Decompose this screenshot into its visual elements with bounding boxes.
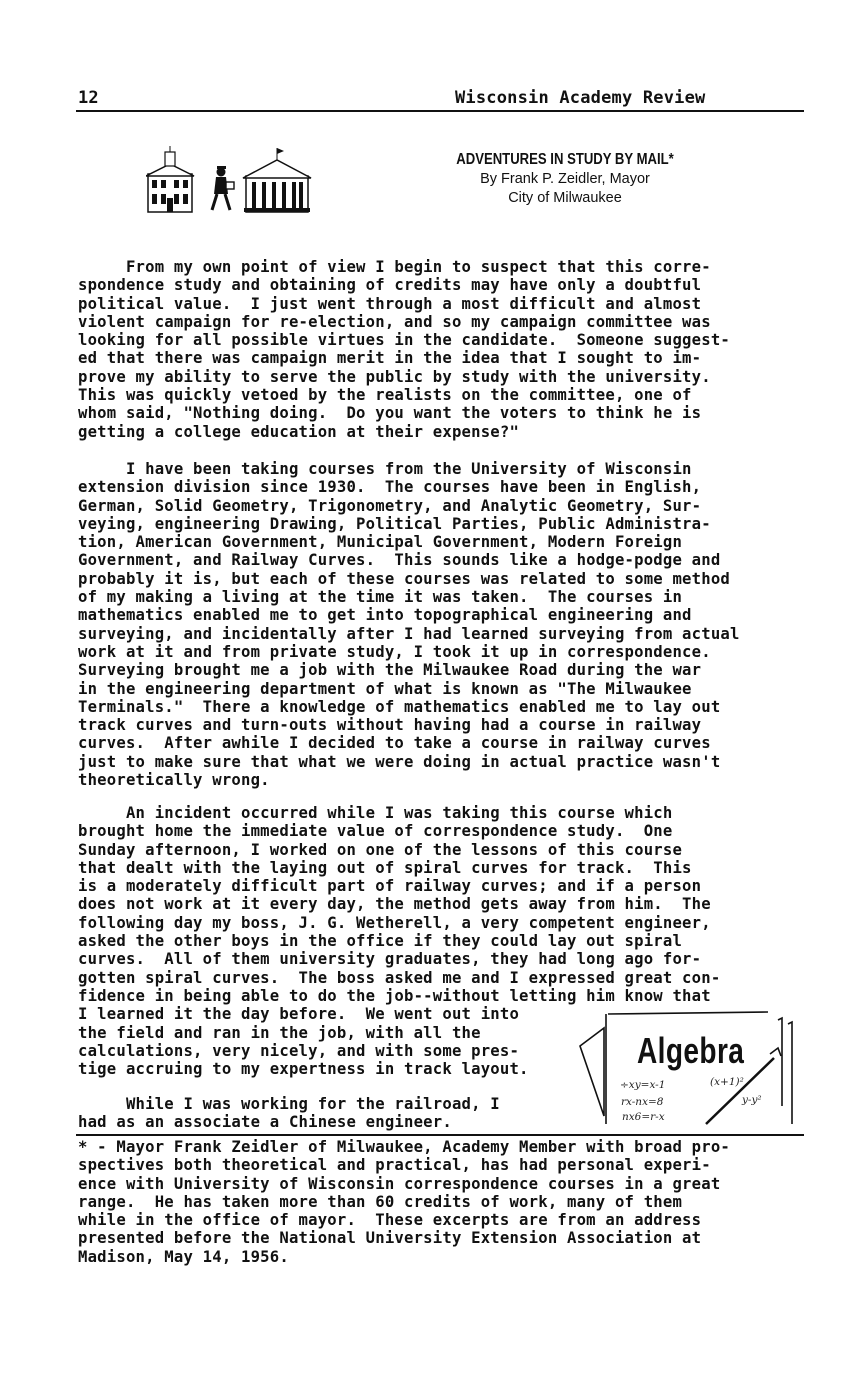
- footnote-rule: [76, 1134, 804, 1136]
- journal-title: Wisconsin Academy Review: [455, 88, 706, 108]
- page-number: 12: [78, 88, 99, 108]
- article-title: ADVENTURES IN STUDY BY MAIL*: [456, 151, 674, 168]
- algebra-equation: ÷xy=x-1: [620, 1079, 666, 1091]
- algebra-word: Algebra: [637, 1030, 745, 1071]
- algebra-equation: rx-nx=8: [621, 1096, 664, 1108]
- body-paragraph: I have been taking courses from the University of Wisconsin extension division since 1930. The courses have been in English, German, Solid Geometry, Trigonometry, and Analytic Geometry, Sur- veying, engineering Drawing, Political Parties, Public Administra- tion, American Government, Municipal Government, Modern Foreign Government, and Railway Curves. This sounds like a hodge-podge and probably it is, but each of these courses was related to some method of my making a living at the time it was taken. The courses in mathematics enabled me to get into topographical engineering and surveying, and incidentally after I had learned surveying from actual work at it and from private study, I took it up in correspondence. Surveying brought me a job with the Milwaukee Road during the war in the engineering department of what is known as "The Milwaukee Terminals." There a knowledge of mathematics enabled me to lay out track curves and turn-outs without having had a course in railway curves. After awhile I decided to take a course in railway curves just to make sure that what we were doing in actual practice wasn't theoretically wrong.: [78, 460, 740, 790]
- article-byline: By Frank P. Zeidler, Mayor: [480, 171, 650, 187]
- body-paragraph: While I was working for the railroad, I had as an associate a Chinese engineer.: [78, 1095, 500, 1132]
- header-rule: [76, 110, 804, 112]
- town-hall-and-mail-carrier-illustration: [146, 146, 312, 216]
- algebra-equation: (x+1)²: [710, 1076, 744, 1088]
- body-paragraph: From my own point of view I begin to suspect that this corre- spondence study and obtaining of credits may have only a doubtful political value. I just went through a most difficult and almost violent campaign for re-election, and so my campaign committee was looking for all possible virtues in the candidate. Someone suggest- ed that there was campaign merit in the idea that I sought to im- prove my ability to serve the public by study with the university. This was quickly vetoed by the realists on the committee, one of whom said, "Nothing doing. Do you want the voters to think he is getting a college education at their expense?": [78, 258, 730, 441]
- algebra-equation: y-y²: [742, 1094, 762, 1106]
- article-affiliation: City of Milwaukee: [508, 190, 622, 206]
- algebra-equation: nx6=r-x: [622, 1111, 665, 1123]
- footnote: * - Mayor Frank Zeidler of Milwaukee, Academy Member with broad pro- spectives both theoretical and practical, has had personal experi- ence with University of Wisconsin correspondence courses in a great range. He has taken more than 60 credits of work, many of them while in the office of mayor. These excerpts are from an address presented before the National University Extension Association at Madison, May 14, 1956.: [78, 1138, 730, 1266]
- body-paragraph: An incident occurred while I was taking this course which brought home the immediate value of correspondence study. One Sunday afternoon, I worked on one of the lessons of this course that dealt with the laying out of spiral curves for track. This is a moderately difficult part of railway curves; and if a person does not work at it every day, the method gets away from him. The following day my boss, J. G. Wetherell, a very competent engineer, asked the other boys in the office if they could lay out spiral curves. All of them university graduates, they had long ago for- gotten spiral curves. The boss asked me and I expressed great con- fidence in being able to do the job--without letting him know that I learned it the day before. We went out into the field and ran in the job, with all the calculations, very nicely, and with some pres- tige accruing to my expertness in track layout.: [78, 804, 721, 1079]
- article-header: [420, 150, 710, 208]
